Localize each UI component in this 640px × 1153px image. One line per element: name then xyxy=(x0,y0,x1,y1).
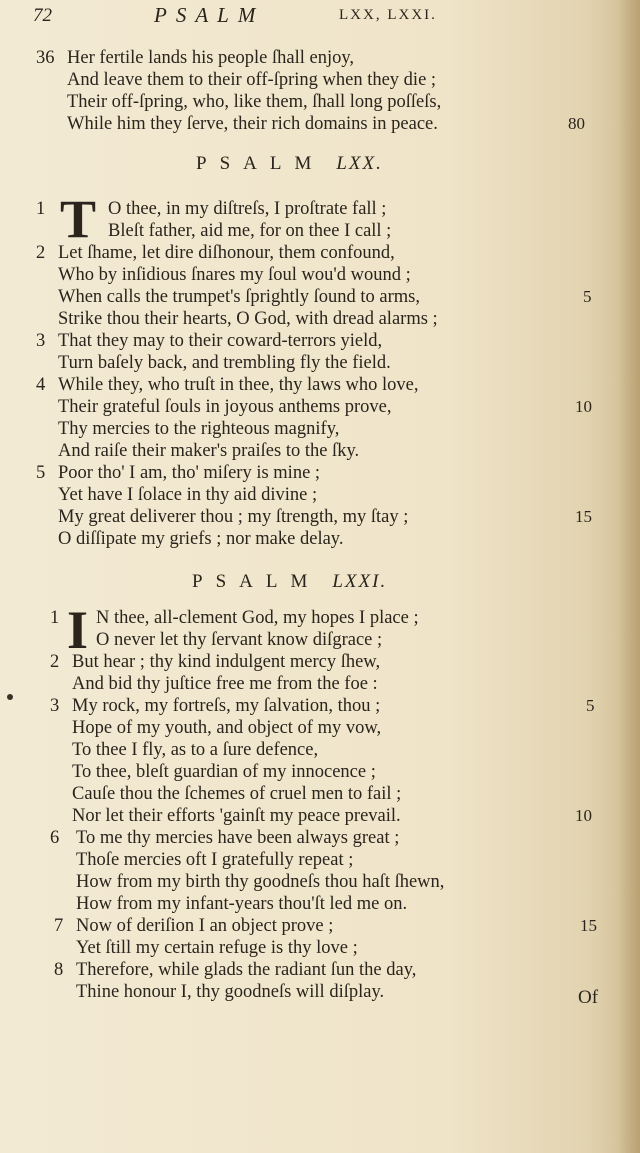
drop-cap: I xyxy=(67,600,89,660)
verse-line: Thoſe mercies oft I gratefully repeat ; xyxy=(76,850,354,870)
verse-line: Who by inſidious ſnares my ſoul wou'd wound ; xyxy=(58,265,411,285)
psalm-heading xyxy=(192,570,387,594)
verse-line: O diſſipate my griefs ; nor make delay. xyxy=(58,529,344,549)
verse-line: Let ſhame, let dire diſhonour, them confound, xyxy=(58,243,395,263)
verse-line: While him they ſerve, their rich domains in peace. xyxy=(67,114,438,134)
verse-line: How from my birth thy goodneſs thou haſt ſhewn, xyxy=(76,872,445,892)
verse-number: 2 xyxy=(36,243,46,263)
running-range: LXX, LXXI. xyxy=(339,7,437,23)
running-title: PSALM xyxy=(154,3,265,27)
verse-line: Thine honour I, thy goodneſs will diſplay. xyxy=(76,982,385,1002)
verse-line: Thy mercies to the righteous magnify, xyxy=(58,419,340,439)
verse-line: How from my infant-years thou'ſt led me on. xyxy=(76,894,408,914)
psalm-heading-numeral: LXXI. xyxy=(332,571,388,592)
verse-line: Their off-ſpring, who, like them, ſhall long poſſeſs, xyxy=(67,92,442,112)
catchword: Of xyxy=(578,987,599,1008)
verse-number: 1 xyxy=(50,608,60,628)
verse-line: Nor let their efforts 'gainſt my peace prevail. xyxy=(72,806,401,826)
psalm-heading xyxy=(196,152,383,176)
line-marker: 10 xyxy=(575,806,592,825)
verse-line: And leave them to their off-ſpring when they die ; xyxy=(67,70,437,90)
verse-line: N thee, all-clement God, my hopes I place ; xyxy=(96,608,419,628)
verse-number: 2 xyxy=(50,652,60,672)
verse-line: Strike thou their hearts, O God, with dread alarms ; xyxy=(58,309,438,329)
page-number: 72 xyxy=(33,5,52,26)
line-marker: 80 xyxy=(568,114,585,133)
psalm-heading-word: PSALM xyxy=(192,571,321,592)
verse-number: 1 xyxy=(36,199,46,219)
line-marker: 5 xyxy=(586,696,595,715)
verse-line: Bleſt father, aid me, for on thee I call ; xyxy=(108,221,392,241)
verse-line: To thee, bleſt guardian of my innocence ; xyxy=(72,762,376,782)
psalm-heading-numeral: LXX. xyxy=(336,153,383,174)
verse-line: That they may to their coward-terrors yield, xyxy=(58,331,383,351)
line-marker: 15 xyxy=(580,916,597,935)
verse-line: O thee, in my diſtreſs, I proſtrate fall ; xyxy=(108,199,387,219)
line-marker: 15 xyxy=(575,507,592,526)
verse-number: 4 xyxy=(36,375,46,395)
ink-smudge xyxy=(7,694,13,700)
verse-line: My rock, my fortreſs, my ſalvation, thou ; xyxy=(72,696,381,716)
verse-number: 3 xyxy=(36,331,46,351)
verse-line: But hear ; thy kind indulgent mercy ſhew, xyxy=(72,652,381,672)
verse-line: Cauſe thou the ſchemes of cruel men to fail ; xyxy=(72,784,402,804)
verse-number: 36 xyxy=(36,48,55,68)
verse-line: And bid thy juſtice free me from the foe : xyxy=(72,674,378,694)
verse-number: 5 xyxy=(36,463,46,483)
verse-line: Turn baſely back, and trembling fly the field. xyxy=(58,353,391,373)
verse-line: To me thy mercies have been always great ; xyxy=(76,828,400,848)
verse-line: Their grateful ſouls in joyous anthems prove, xyxy=(58,397,392,417)
verse-line: Now of deriſion I an object prove ; xyxy=(76,916,334,936)
verse-line: Yet have I ſolace in thy aid divine ; xyxy=(58,485,318,505)
verse-number: 6 xyxy=(50,828,60,848)
running-header xyxy=(0,3,640,31)
verse-line: When calls the trumpet's ſprightly ſound to arms, xyxy=(58,287,420,307)
verse-line: Therefore, while glads the radiant ſun the day, xyxy=(76,960,417,980)
page-gutter-shadow xyxy=(618,0,640,1153)
verse-number: 7 xyxy=(54,916,64,936)
verse-line: While they, who truſt in thee, thy laws who love, xyxy=(58,375,419,395)
verse-line: O never let thy ſervant know diſgrace ; xyxy=(96,630,383,650)
verse-line: Her fertile lands his people ſhall enjoy, xyxy=(67,48,355,68)
verse-number: 8 xyxy=(54,960,64,980)
verse-line: Yet ſtill my certain refuge is thy love ; xyxy=(76,938,358,958)
verse-line: Hope of my youth, and object of my vow, xyxy=(72,718,382,738)
drop-cap: T xyxy=(60,189,97,249)
verse-number: 3 xyxy=(50,696,60,716)
line-marker: 10 xyxy=(575,397,592,416)
verse-line: And raiſe their maker's praiſes to the ſky. xyxy=(58,441,360,461)
psalm-heading-word: PSALM xyxy=(196,153,325,174)
line-marker: 5 xyxy=(583,287,592,306)
verse-line: My great deliverer thou ; my ſtrength, my ſtay ; xyxy=(58,507,409,527)
verse-line: Poor tho' I am, tho' miſery is mine ; xyxy=(58,463,321,483)
verse-line: To thee I fly, as to a ſure defence, xyxy=(72,740,319,760)
